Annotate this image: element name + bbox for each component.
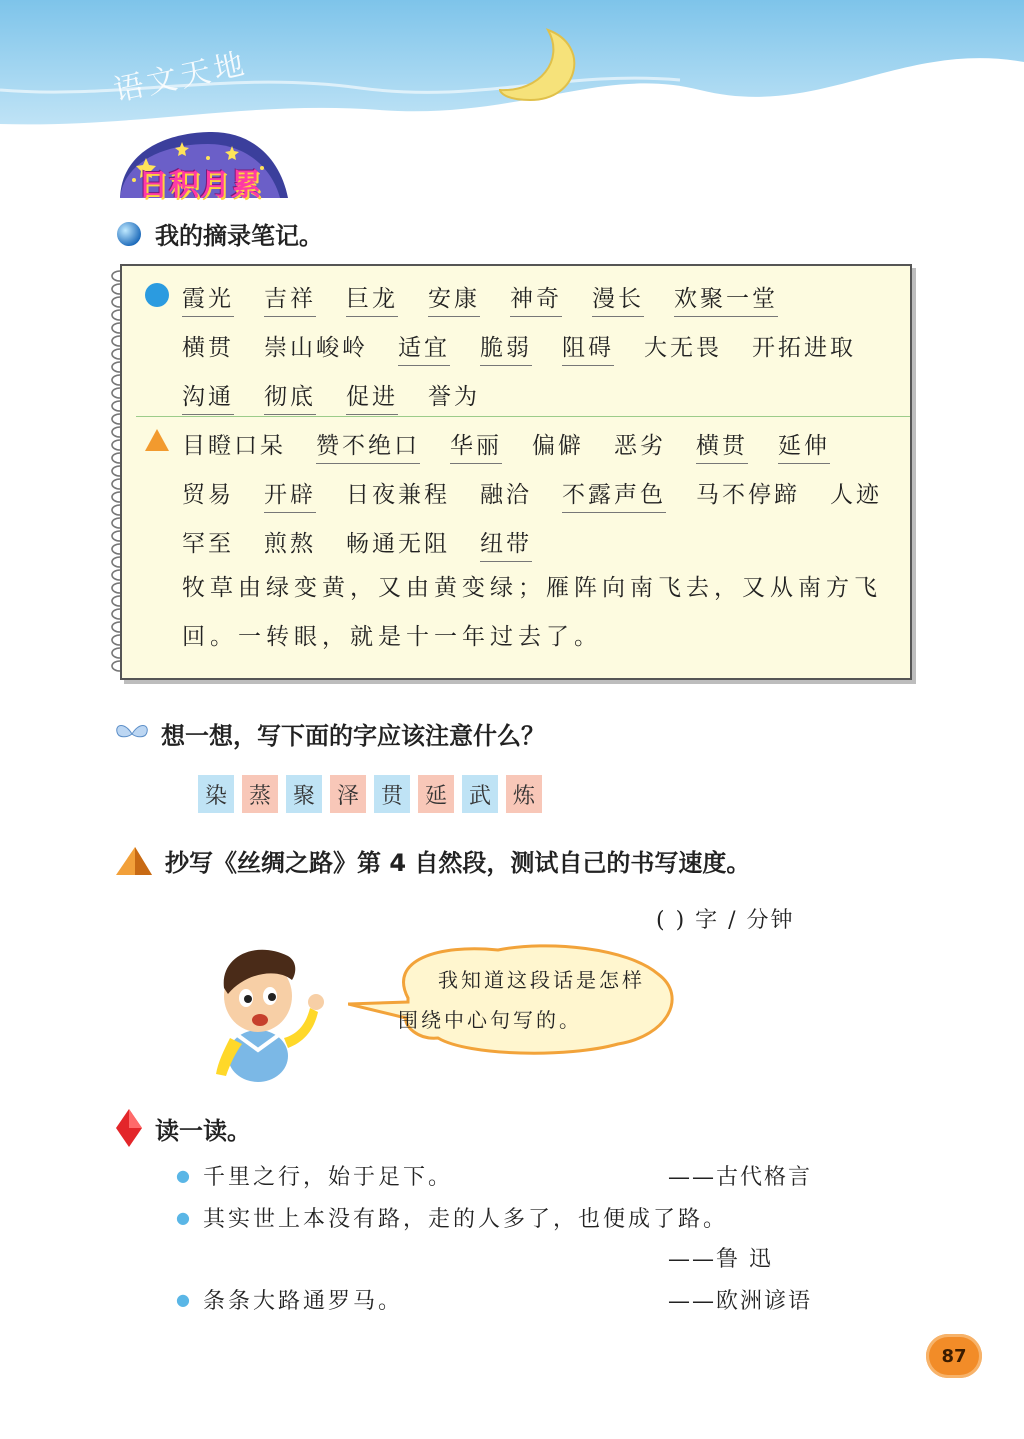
word-row-6 [182,525,562,562]
note-word: 赞不绝口 [316,427,420,464]
card-divider [136,416,910,417]
note-word: 贸易 [182,482,234,508]
quote-1 [176,1160,453,1191]
character-tile: 延 [418,775,454,813]
character-tiles [198,775,542,813]
note-word: 不露声色 [562,476,666,513]
note-word: 马不停蹄 [696,482,800,508]
note-word: 漫长 [592,280,644,317]
character-tile: 染 [198,775,234,813]
blue-circle-icon [144,282,170,308]
note-word: 安康 [428,280,480,317]
note-word: 阻碍 [562,329,614,366]
word-row-4 [182,427,860,464]
note-word: 彻底 [264,378,316,415]
section-title: 想一想，写下面的字应该注意什么？ [161,722,545,750]
note-word: 崇山峻岭 [264,335,368,361]
note-word: 大无畏 [644,335,722,361]
note-word: 目瞪口呆 [182,433,286,459]
note-word: 煎熬 [264,531,316,557]
note-card [120,264,912,680]
note-word: 神奇 [510,280,562,317]
quote-source-2: ——鲁 迅 [668,1247,773,1272]
quote-source-3: ——欧洲谚语 [668,1289,813,1314]
boy-character-illustration [206,938,346,1088]
section-title: 读一读。 [155,1116,251,1145]
note-word: 横贯 [182,335,234,361]
writing-speed-blank: ( ) 字 / 分钟 [656,908,795,933]
bullet-dot-icon: ● [176,1290,193,1309]
character-tile: 武 [462,775,498,813]
red-diamond-icon [115,1108,143,1148]
character-tile: 贯 [374,775,410,813]
quote-text: 千里之行，始于足下。 [202,1165,453,1190]
quote-text: 条条大路通罗马。 [202,1289,403,1314]
quote-2 [176,1202,728,1233]
section-heading-read [115,1108,251,1148]
word-row-1 [182,280,808,317]
note-word: 日夜兼程 [346,482,450,508]
note-word: 人迹 [830,482,882,508]
note-word: 畅通无阻 [346,531,450,557]
word-row-3 [182,378,510,415]
character-tile: 炼 [506,775,542,813]
note-word: 欢聚一堂 [674,280,778,317]
orange-pyramid-icon [115,846,153,876]
bullet-dot-icon: ● [176,1166,193,1185]
note-word: 沟通 [182,378,234,415]
note-word: 纽带 [480,525,532,562]
section-heading-think [115,716,545,751]
note-word: 脆弱 [480,329,532,366]
note-word: 适宜 [398,329,450,366]
note-word: 促进 [346,378,398,415]
section-title: 抄写《丝绸之路》第 4 自然段，测试自己的书写速度。 [165,849,751,877]
section-heading-copy [115,843,750,878]
note-word: 开辟 [264,476,316,513]
orange-triangle-icon [144,428,170,452]
word-row-2 [182,329,886,366]
speech-bubble-text: 我知道这段话是怎样围绕中心句写的。 [398,968,645,1032]
note-word: 延伸 [778,427,830,464]
section-heading-notes [115,216,323,251]
note-word: 开拓进取 [752,335,856,361]
header-title: 语文天地 [110,46,251,109]
note-word: 誉为 [428,384,480,410]
note-word: 霞光 [182,280,234,317]
character-tile: 聚 [286,775,322,813]
quote-source-1: ——古代格言 [668,1165,813,1190]
blue-ball-icon [115,220,143,248]
note-word: 恶劣 [614,433,666,459]
quote-text: 其实世上本没有路，走的人多了，也便成了路。 [202,1207,728,1232]
note-word: 吉祥 [264,280,316,317]
butterfly-icon [115,722,149,746]
quote-3 [176,1284,403,1315]
note-word: 华丽 [450,427,502,464]
note-word: 偏僻 [532,433,584,459]
note-word: 罕至 [182,531,234,557]
note-word: 融洽 [480,482,532,508]
page-number-badge: 87 [926,1334,982,1378]
daily-accumulation-label: 日积月累 [138,168,262,203]
character-tile: 蒸 [242,775,278,813]
bullet-dot-icon: ● [176,1208,193,1227]
word-row-5 [182,476,912,513]
character-tile: 泽 [330,775,366,813]
note-word: 巨龙 [346,280,398,317]
note-word: 横贯 [696,427,748,464]
section-title: 我的摘录笔记。 [155,222,323,250]
excerpt-paragraph: 牧草由绿变黄，又由黄变绿；雁阵向南飞去，又从南方飞回。一转眼，就是十一年过去了。 [182,575,882,650]
